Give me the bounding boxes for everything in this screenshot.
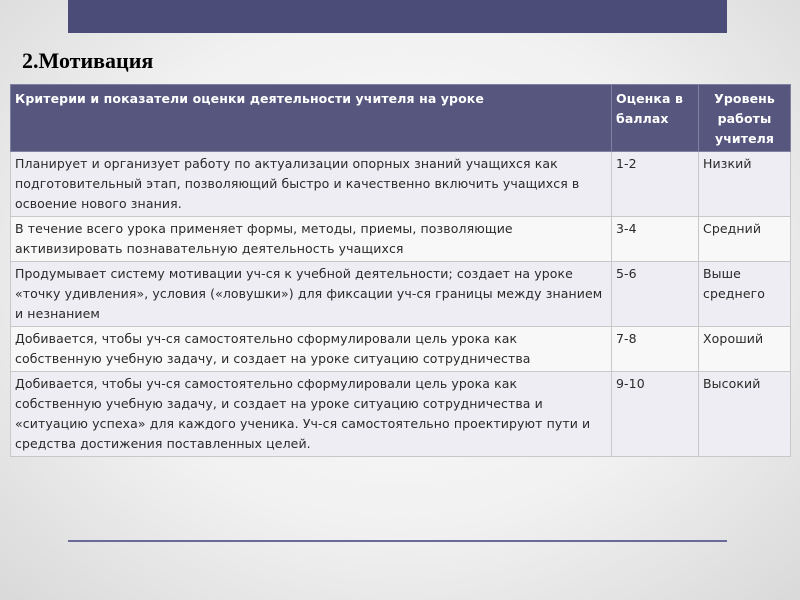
level-cell: Хороший	[699, 327, 791, 372]
criteria-cell: Продумывает систему мотивации уч-ся к учебной деятельности; создает на уроке «точку удивления», условия («ловушки») для фиксации уч-ся границы между знанием и незнанием	[11, 262, 612, 327]
top-accent-bar	[68, 0, 727, 33]
criteria-cell: Добивается, чтобы уч-ся самостоятельно сформулировали цель урока как собственную учебную задачу, и создает на уроке ситуацию сотрудничества и «ситуацию успеха» для каждого ученика. Уч-ся самостоятельно проектируют пути и средства достижения поставленных целей.	[11, 372, 612, 457]
level-cell: Средний	[699, 217, 791, 262]
table-row	[11, 327, 791, 372]
criteria-cell: Планирует и организует работу по актуализации опорных знаний учащихся как подготовительный этап, позволяющий быстро и качественно включить учащихся в освоение нового знания.	[11, 152, 612, 217]
level-cell: Низкий	[699, 152, 791, 217]
table-header-row	[11, 85, 791, 152]
score-cell: 3-4	[612, 217, 699, 262]
criteria-cell: В течение всего урока применяет формы, методы, приемы, позволяющие активизировать познавательную деятельность учащихся	[11, 217, 612, 262]
score-cell: 9-10	[612, 372, 699, 457]
score-cell: 1-2	[612, 152, 699, 217]
table-row	[11, 217, 791, 262]
table-row	[11, 262, 791, 327]
bottom-divider-line	[68, 540, 727, 542]
header-level: Уровень работы учителя	[699, 85, 791, 152]
level-cell: Высокий	[699, 372, 791, 457]
criteria-table	[10, 84, 791, 457]
score-cell: 7-8	[612, 327, 699, 372]
criteria-cell: Добивается, чтобы уч-ся самостоятельно сформулировали цель урока как собственную учебную задачу, и создает на уроке ситуацию сотрудничества	[11, 327, 612, 372]
table-row	[11, 372, 791, 457]
level-cell: Выше среднего	[699, 262, 791, 327]
slide-title: 2.Мотивация	[22, 48, 154, 73]
header-score: Оценка в баллах	[612, 85, 699, 152]
header-criteria: Критерии и показатели оценки деятельности учителя на уроке	[11, 85, 612, 152]
score-cell: 5-6	[612, 262, 699, 327]
table-row	[11, 152, 791, 217]
